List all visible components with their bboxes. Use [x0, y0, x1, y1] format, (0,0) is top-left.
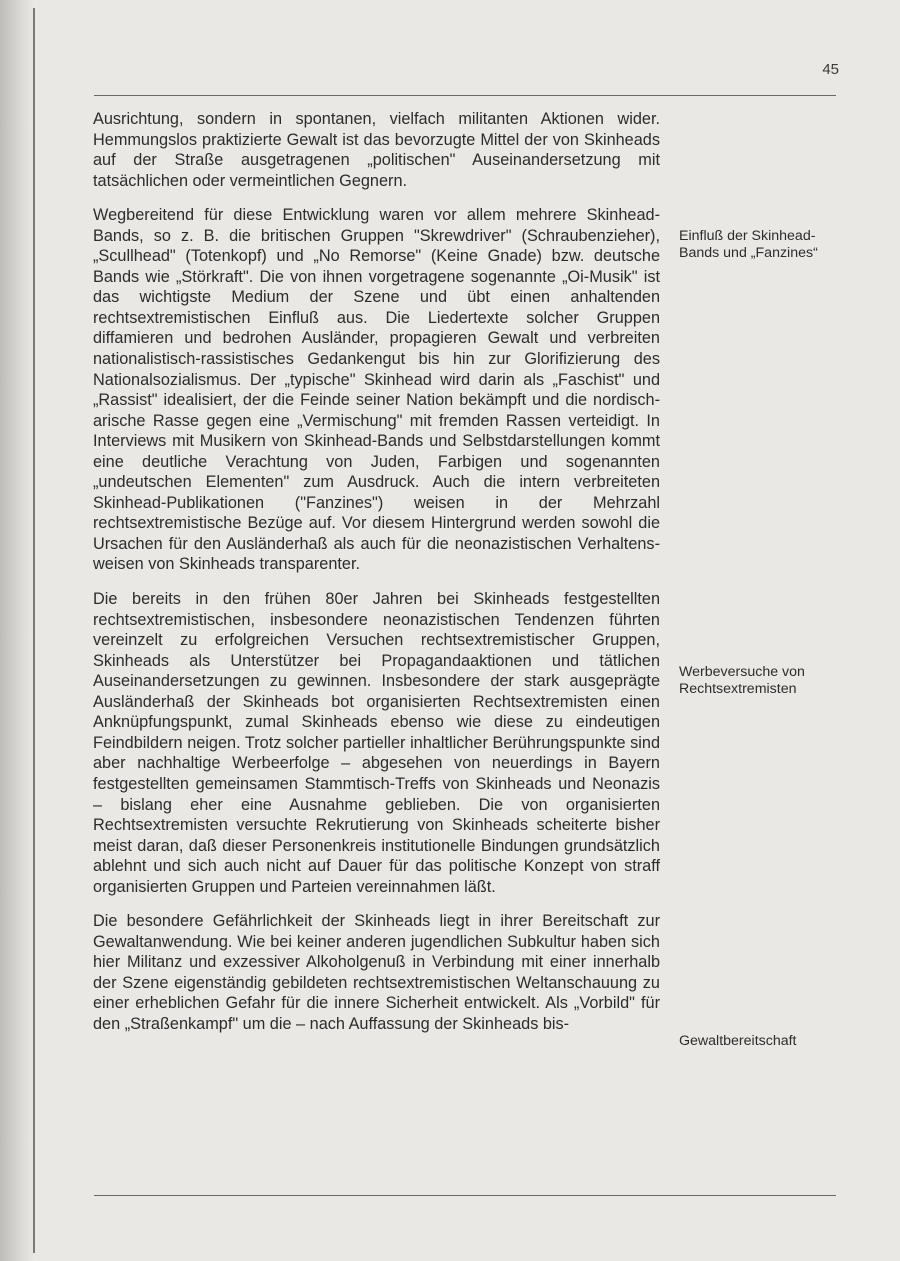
- paragraph-2: Wegbereitend für diese Entwicklung waren vor allem mehrere Skinhead-Bands, so z. B. die britischen Gruppen "Skrewdriver" (Schraubenzieher), „Scullhead" (Totenkopf) und „No Remorse" (Keine Gnade) bzw. deutsche Bands wie „Störkraft". Die von ihnen vorgetragene sogenannte „Oi-Musik" ist das wichtigste Medium der Szene und übt einen anhaltenden rechtsextremistischen Einfluß aus. Die Liedertexte solcher Gruppen diffamieren und bedrohen Ausländer, propagieren Gewalt und verbreiten nationalistisch-rassistisches Gedankengut bis hin zur Glorifizierung des Nationalsozialismus. Der „typische" Skinhead wird darin als „Faschist" und „Rassist" idealisiert, der die Feinde seiner Nation bekämpft und die nordisch-arische Rasse gegen eine „Vermischung" mit fremden Rassen verteidigt. In Interviews mit Musikern von Skinhead-Bands und Selbstdarstellungen kommt eine deutliche Verachtung von Juden, Farbigen und sogenannten „undeutschen Elementen" zum Ausdruck. Auch die intern verbreiteten Skinhead-Publikationen ("Fanzines") weisen in der Mehrzahl rechtsextremistische Bezüge auf. Vor diesem Hintergrund werden sowohl die Ursachen für den Ausländerhaß als auch für die neonazistischen Verhaltensweisen von Skinheads transparenter.: [93, 206, 660, 574]
- book-spine-shadow: [0, 0, 34, 1261]
- header-rule: [94, 95, 836, 96]
- paragraph-1: Ausrichtung, sondern in spontanen, vielfach militanten Aktionen wider. Hemmungslos praktizierte Gewalt ist das bevorzugte Mittel der von Skinheads auf der Straße ausgetragenen „politischen" Auseinandersetzung mit tatsächlichen oder vermeintlichen Gegnern.: [93, 110, 660, 190]
- margin-note-gewaltbereitschaft: Gewaltbereitschaft: [679, 1033, 797, 1049]
- book-gutter-line: [33, 8, 35, 1253]
- paragraph-4: Die besondere Gefährlichkeit der Skinheads liegt in ihrer Bereitschaft zur Gewaltanwendung. Wie bei keiner anderen jugendlichen Subkultur haben sich hier Militanz und exzessiver Alkoholgenuß in Verbindung mit einer innerhalb der Szene eigenständig gebildeten rechtsextremistischen Weltanschauung zu einer erheblichen Gefahr für die innere Sicherheit entwickelt. Als „Vorbild" für den „Straßenkampf" um die – nach Auffassung der Skinheads bis-: [93, 912, 660, 1033]
- margin-note-werbeversuche: Werbeversuche von Rechtsextremisten: [679, 664, 805, 698]
- footer-rule: [94, 1195, 836, 1196]
- paragraph-3: Die bereits in den frühen 80er Jahren bei Skinheads festgestellten rechtsextremistischen, insbesondere neonazistischen Tendenzen führten vereinzelt zu erfolgreichen Versuchen rechtsextremistischer Gruppen, Skinheads als Unterstützer bei Propagandaaktionen und tätlichen Auseinandersetzungen zu gewinnen. Insbesondere der stark ausgeprägte Ausländerhaß der Skinheads bot organisierten Rechtsextremisten einen Anknüpfungspunkt, zumal Skinheads ebenso wie diese zu eindeutigen Feindbildern neigen. Trotz solcher partieller inhaltlicher Berührungspunkte sind aber nachhaltige Werbeerfolge – abgesehen von neuerdings in Bayern festgestellten gemeinsamen Stammtisch-Treffs von Skinheads und Neonazis – bislang eher eine Ausnahme geblieben. Die von organisierten Rechtsextremisten versuchte Rekrutierung von Skinheads scheiterte bisher meist daran, daß dieser Personenkreis institutionelle Bindungen grundsätzlich ablehnt und sich auch nicht auf Dauer für das politische Konzept von straff organisierten Gruppen und Parteien vereinnahmen läßt.: [93, 590, 660, 896]
- body-text: [93, 109, 660, 1049]
- margin-note-skinhead-bands: Einfluß der Skinhead-Bands und „Fanzines“: [679, 228, 818, 262]
- page-number: 45: [822, 61, 839, 78]
